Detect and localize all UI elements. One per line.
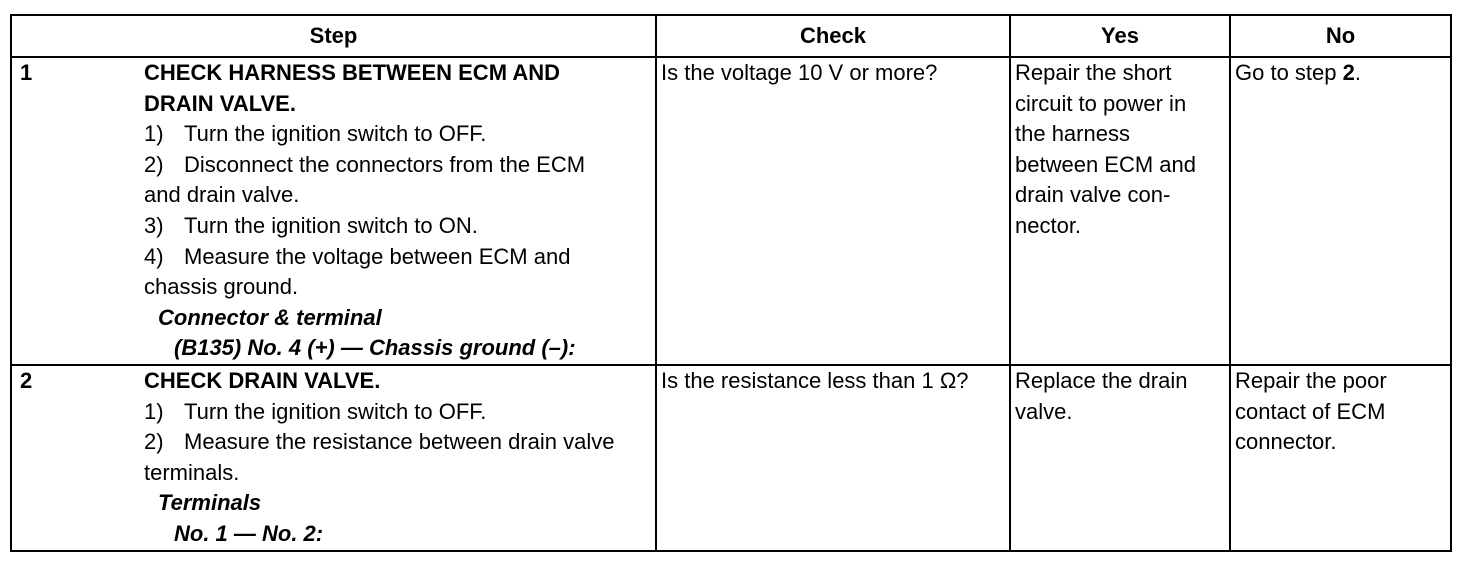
substep: 4) Measure the voltage between ECM and (144, 243, 571, 269)
spec-value: No. 1 — No. 2: (174, 520, 324, 546)
check-cell: Is the voltage 10 V or more? (656, 57, 1010, 365)
no-cell: Repair the poor contact of ECM connector. (1230, 365, 1451, 551)
spec-title: Connector & terminal (158, 304, 382, 330)
header-step: Step (11, 15, 656, 57)
no-cell: Go to step 2. (1230, 57, 1451, 365)
table-row (11, 57, 1451, 365)
header-check: Check (656, 15, 1010, 57)
step-cell (11, 57, 656, 365)
spec-title: Terminals (158, 490, 262, 516)
check-cell: Is the resistance less than 1 Ω? (656, 365, 1010, 551)
substep: 3) Turn the ignition switch to ON. (144, 212, 478, 238)
step-body (144, 366, 651, 488)
substep-cont: chassis ground. (144, 274, 299, 300)
diagnostic-table (10, 14, 1452, 552)
step-number: 1 (20, 60, 33, 85)
table-row (11, 365, 1451, 551)
spec-value: (B135) No. 4 (+) — Chassis ground (–): (174, 335, 576, 361)
substep: 2) Disconnect the connectors from the ECM (144, 151, 586, 177)
substep: 2) Measure the resistance between drain valve (144, 429, 615, 455)
step-body (144, 58, 651, 303)
substep: 1) Turn the ignition switch to OFF. (144, 121, 487, 147)
yes-cell: Repair the short circuit to power in the harness between ECM and drain valve con- nector. (1010, 57, 1230, 365)
step-title: CHECK HARNESS BETWEEN ECM AND (144, 60, 560, 85)
substep-cont: and drain valve. (144, 182, 300, 208)
step-title-cont: DRAIN VALVE. (144, 90, 296, 116)
step-ref: 2 (1342, 60, 1355, 85)
step-cell (11, 365, 656, 551)
header-row (11, 15, 1451, 57)
header-yes: Yes (1010, 15, 1230, 57)
step-number: 2 (20, 367, 33, 393)
substep-cont: terminals. (144, 459, 240, 485)
step-title: CHECK DRAIN VALVE. (144, 367, 381, 393)
substep: 1) Turn the ignition switch to OFF. (144, 398, 487, 424)
header-no: No (1230, 15, 1451, 57)
yes-cell: Replace the drain valve. (1010, 365, 1230, 551)
